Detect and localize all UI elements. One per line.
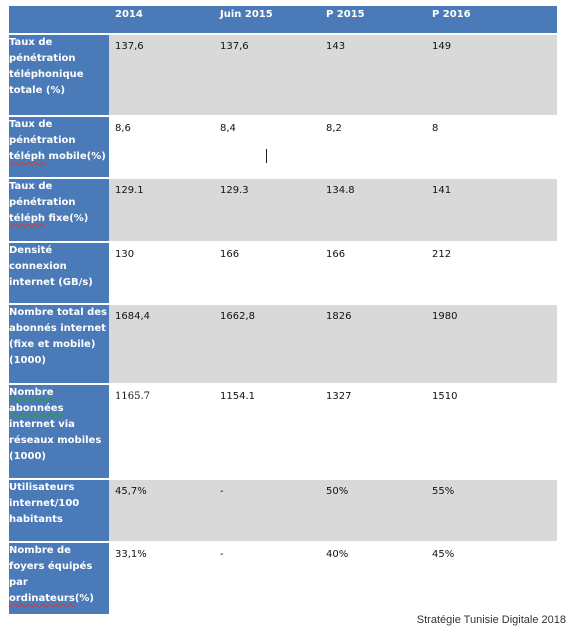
table-row bbox=[9, 178, 557, 242]
row-label-part: mobile(%) bbox=[45, 151, 106, 162]
cell-value: 1662,8 bbox=[214, 304, 320, 384]
cell-value: 1980 bbox=[426, 304, 557, 384]
cell-value: 1165.7 bbox=[109, 384, 214, 479]
table-row bbox=[9, 542, 557, 614]
row-label-part: téléph bbox=[9, 151, 46, 162]
cell-value: 50% bbox=[320, 479, 426, 542]
cell-value: 166 bbox=[214, 242, 320, 304]
cell-value: 149 bbox=[426, 34, 557, 116]
cell-value: 137,6 bbox=[214, 34, 320, 116]
cell-value: 129.1 bbox=[109, 178, 214, 242]
table-header-row bbox=[9, 6, 557, 34]
table-row bbox=[9, 479, 557, 542]
row-label: Densité connexion internet (GB/s) bbox=[9, 242, 109, 304]
row-label-part: fixe(%) bbox=[45, 213, 89, 224]
cell-value: 8 bbox=[426, 116, 557, 178]
column-header-p-2015: P 2015 bbox=[320, 6, 426, 34]
cell-value: 33,1% bbox=[109, 542, 214, 614]
row-label bbox=[9, 178, 109, 242]
table-row bbox=[9, 304, 557, 384]
cell-value: 130 bbox=[109, 242, 214, 304]
cell-value: 143 bbox=[320, 34, 426, 116]
cell-value: - bbox=[214, 542, 320, 614]
cell-value: 1154.1 bbox=[214, 384, 320, 479]
row-label bbox=[9, 542, 109, 614]
source-caption: Stratégie Tunisie Digitale 2018 bbox=[416, 614, 566, 626]
row-label-part: Nombre abonnées bbox=[9, 387, 64, 414]
column-header-p-2016: P 2016 bbox=[426, 6, 557, 34]
row-label-part: téléph bbox=[9, 213, 46, 224]
cell-value: 40% bbox=[320, 542, 426, 614]
row-label-part: Taux de pénétration bbox=[9, 181, 76, 208]
cell-value: 1510 bbox=[426, 384, 557, 479]
table-row bbox=[9, 116, 557, 178]
cell-value: - bbox=[214, 479, 320, 542]
row-label-part: Nombre de foyers équipés par bbox=[9, 545, 93, 588]
cell-value: 45,7% bbox=[109, 479, 214, 542]
cell-value: 1684,4 bbox=[109, 304, 214, 384]
row-label bbox=[9, 384, 109, 479]
cell-value: 8,6 bbox=[109, 116, 214, 178]
column-header-juin-2015: Juin 2015 bbox=[214, 6, 320, 34]
cell-value: 8,2 bbox=[320, 116, 426, 178]
cell-value: 166 bbox=[320, 242, 426, 304]
row-label: Nombre total des abonnés internet (fixe et mobile) (1000) bbox=[9, 304, 109, 384]
cell-value: 141 bbox=[426, 178, 557, 242]
cell-value: 55% bbox=[426, 479, 557, 542]
cell-value: 134.8 bbox=[320, 178, 426, 242]
cell-value: 137,6 bbox=[109, 34, 214, 116]
row-label-part: internet via réseaux mobiles (1000) bbox=[9, 419, 102, 462]
row-label: Taux de pénétration téléphonique totale (%) bbox=[9, 34, 109, 116]
table-row bbox=[9, 242, 557, 304]
header-corner-cell bbox=[9, 6, 109, 34]
row-label-part: (%) bbox=[74, 593, 94, 604]
telecom-indicators-table bbox=[9, 6, 557, 614]
row-label-part: Taux de pénétration bbox=[9, 119, 76, 146]
row-label bbox=[9, 116, 109, 178]
cell-value: 8,4 bbox=[214, 116, 320, 178]
cell-value: 1826 bbox=[320, 304, 426, 384]
table-row bbox=[9, 34, 557, 116]
text-cursor bbox=[266, 149, 267, 163]
cell-value: 129.3 bbox=[214, 178, 320, 242]
column-header-2014: 2014 bbox=[109, 6, 214, 34]
row-label: Utilisateurs internet/100 habitants bbox=[9, 479, 109, 542]
cell-value: 45% bbox=[426, 542, 557, 614]
cell-value: 1327 bbox=[320, 384, 426, 479]
table-row bbox=[9, 384, 557, 479]
cell-value: 212 bbox=[426, 242, 557, 304]
row-label-part: ordinateurs bbox=[9, 593, 75, 604]
